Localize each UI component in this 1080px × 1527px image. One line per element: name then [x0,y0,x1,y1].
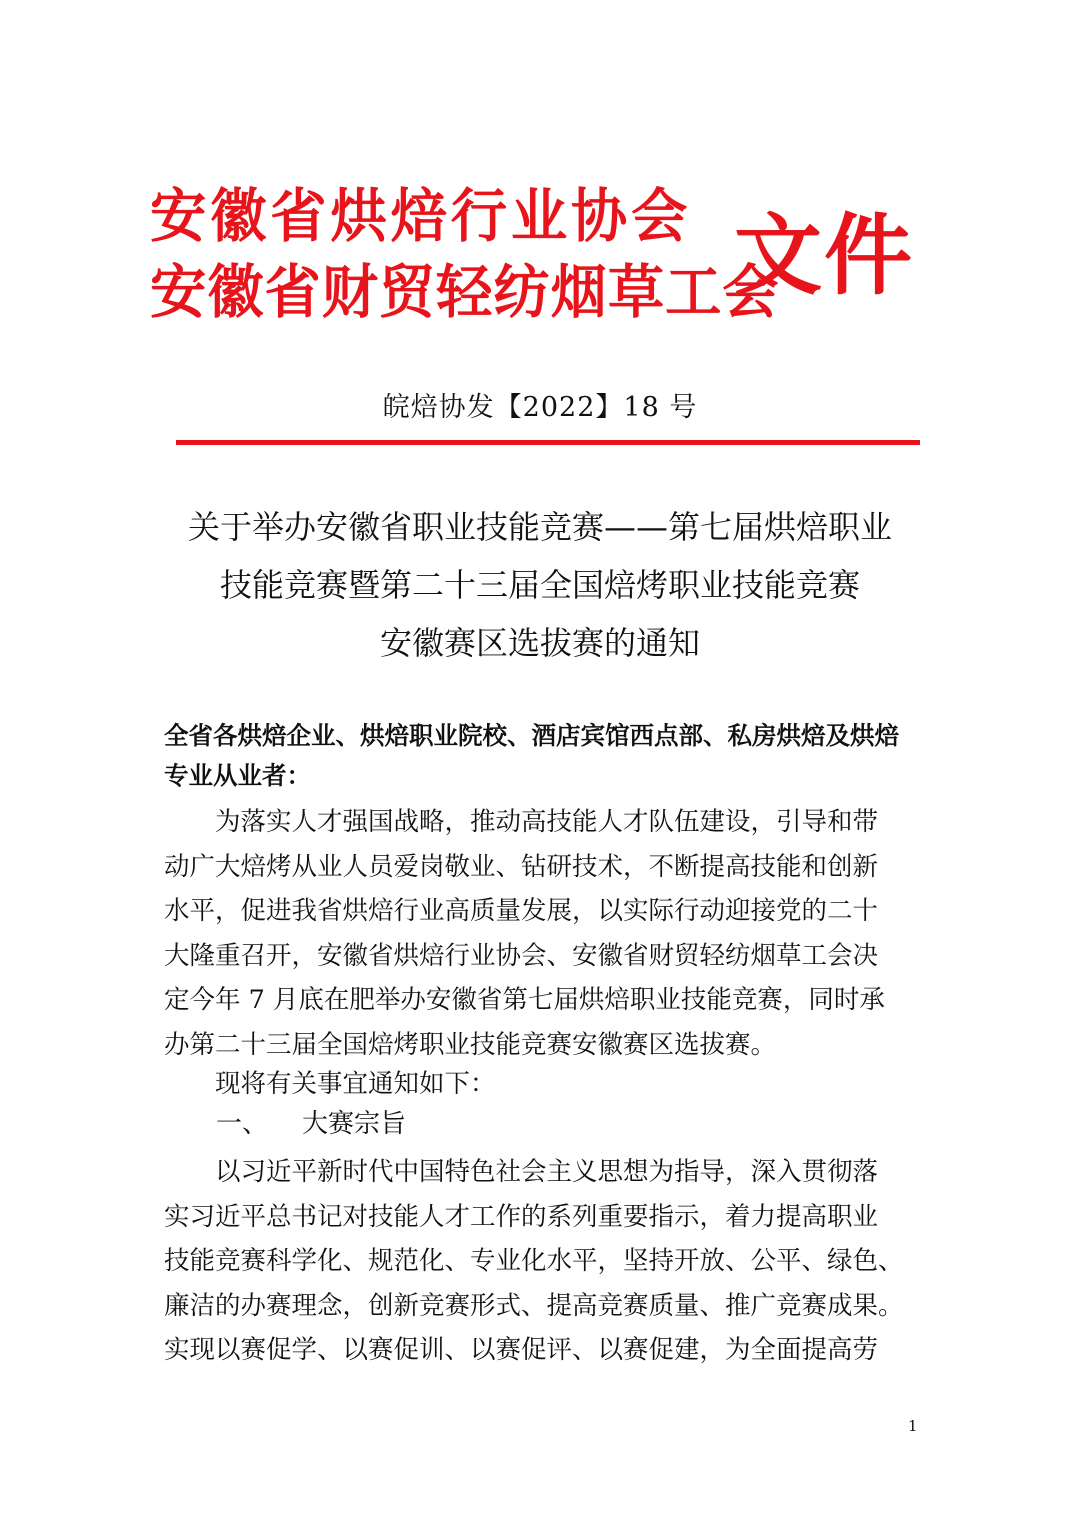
title-line: 安徽赛区选拔赛的通知 [379,624,700,662]
issuer-name-trade-union: 安徽省财贸轻纺烟草工会 [150,258,780,326]
body-line: 大隆重召开，安徽省烘焙行业协会、安徽省财贸轻纺烟草工会决 [164,940,879,971]
addressee-line: 专业从业者： [164,761,311,790]
body-line: 办第二十三届全国焙烤职业技能竞赛安徽赛区选拔赛。 [164,1029,777,1060]
page-number: 1 [908,1417,918,1435]
body-paragraph-intro [164,800,924,1067]
section-heading-purpose [216,1104,406,1144]
body-line: 为落实人才强国战略，推动高技能人才队伍建设，引导和带 [164,807,879,837]
document-number: 皖焙协发【2022】18 号 [382,392,698,423]
addressee [164,716,924,796]
section-number: 一、 [216,1109,269,1139]
title-line: 关于举办安徽省职业技能竞赛——第七届烘焙职业 [187,508,892,546]
issuer-names [150,178,780,330]
body-line: 以习近平新时代中国特色社会主义思想为指导，深入贯彻落 [164,1157,879,1187]
body-line: 廉洁的办赛理念，创新竞赛形式、提高竞赛质量、推广竞赛成果。 [164,1290,904,1321]
body-line: 动广大焙烤从业人员爱岗敬业、钻研技术，不断提高技能和创新 [164,851,879,882]
body-line: 实现以赛促学、以赛促训、以赛促评、以赛促建，为全面提高劳 [164,1335,879,1365]
body-line: 定今年 7 月底在肥举办安徽省第七届烘焙职业技能竞赛，同时承 [164,985,885,1015]
body-line: 水平，促进我省烘焙行业高质量发展，以实际行动迎接党的二十 [164,896,879,926]
document-title [140,498,940,672]
body-line: 现将有关事宜通知如下： [164,1069,496,1099]
body-line: 实习近平总书记对技能人才工作的系列重要指示，着力提高职业 [164,1201,879,1232]
body-paragraph-purpose [164,1150,924,1373]
red-divider-line [176,440,920,445]
addressee-line: 全省各烘焙企业、烘焙职业院校、酒店宾馆西点部、私房烘焙及烘焙 [164,721,899,750]
document-type-label: 文件 [734,204,915,307]
section-title: 大赛宗旨 [302,1109,407,1139]
issuer-name-baking-association: 安徽省烘焙行业协会 [150,182,692,250]
title-line: 技能竞赛暨第二十三届全国焙烤职业技能竞赛 [219,566,860,604]
body-paragraph-notice [164,1062,924,1107]
body-line: 技能竞赛科学化、规范化、专业化水平，坚持开放、公平、绿色、 [164,1246,904,1276]
